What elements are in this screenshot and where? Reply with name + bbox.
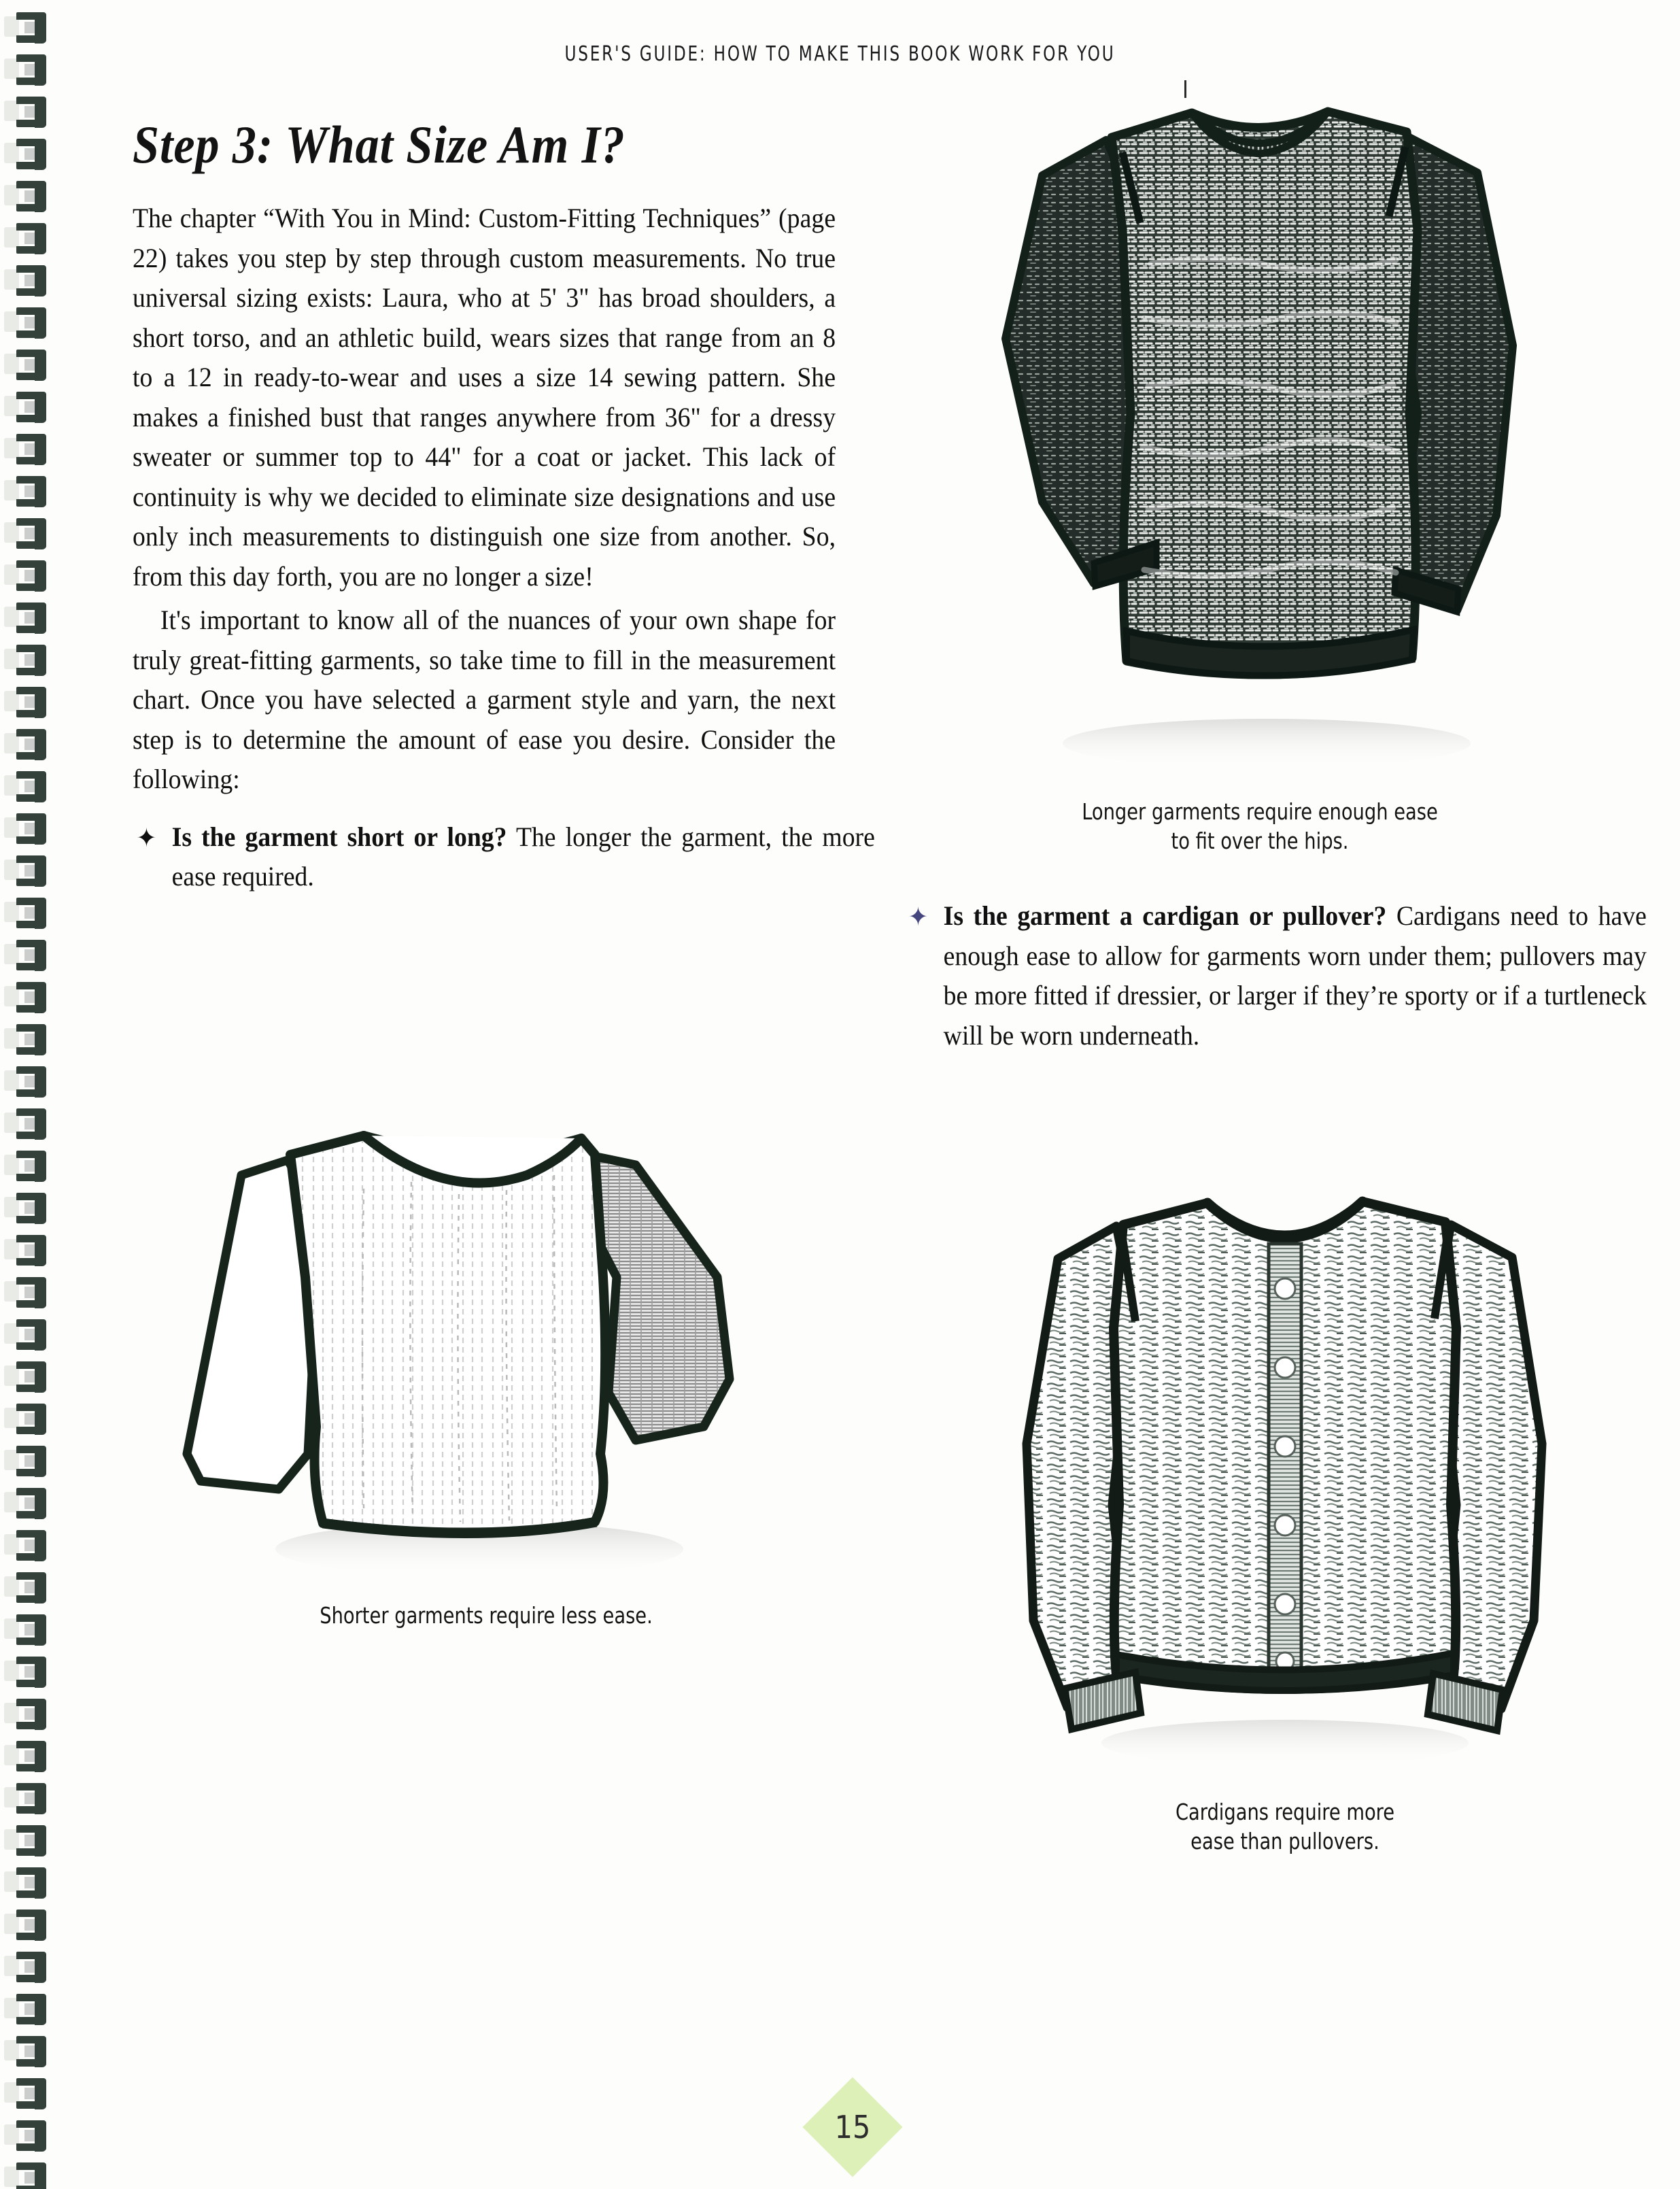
binding-coil [4, 1319, 46, 1351]
binding-coil [4, 1910, 46, 1941]
binding-coil [4, 560, 46, 592]
figure-short-sweater [126, 1073, 846, 1630]
binding-coil [4, 265, 46, 296]
binding-coil [4, 12, 46, 44]
binding-coil [4, 1699, 46, 1730]
binding-coil [4, 1066, 46, 1098]
figure-cardigan [952, 1185, 1618, 1856]
left-column [133, 114, 875, 1629]
binding-coil [4, 1446, 46, 1477]
binding-coil [4, 771, 46, 802]
binding-coil [4, 687, 46, 718]
binding-coil [4, 1572, 46, 1603]
diamond-bullet-icon-accent: ✦ [908, 903, 929, 932]
binding-coil [4, 139, 46, 170]
bullet-item-short-or-long [133, 817, 875, 897]
binding-coil [4, 1952, 46, 1983]
long-dark-pullover-photo [961, 94, 1559, 787]
figure-caption-long-pullover: Longer garments require enough ease to fit over the hips. [1082, 798, 1438, 854]
binding-coil [4, 307, 46, 339]
binding-coil [4, 1783, 46, 1814]
binding-coil [4, 1657, 46, 1688]
binding-coil [4, 940, 46, 971]
body-paragraph-2: It's important to know all of the nuances of your own shape for truly great-fitting garments, so take time to fill in the measurement chart. Once you have selected a garment style and yarn, the next step is to determine the amount of ease you desire. Consider the following: [133, 605, 836, 794]
binding-coil [4, 1151, 46, 1182]
bullet-list-right [904, 896, 1647, 1055]
right-column [904, 114, 1647, 1854]
binding-coil [4, 2078, 46, 2109]
bullet-lead-in: Is the garment a cardigan or pullover? [943, 900, 1387, 931]
spiral-binding [0, 0, 65, 2189]
bullet-body-text: Cardigans need to have enough ease to allow for garments worn under them; pullovers may be more fitted if dressier, or larger if they’re sporty or if a turtleneck will be worn underneath. [943, 900, 1647, 1051]
binding-coil [4, 1488, 46, 1519]
binding-coil [4, 97, 46, 128]
binding-coil [4, 1825, 46, 1856]
buttoned-cardigan-photo [999, 1185, 1571, 1784]
binding-coil [4, 223, 46, 254]
bullet-list-left [133, 817, 875, 897]
short-light-sweater-photo [160, 1073, 812, 1590]
binding-coil [4, 1404, 46, 1435]
binding-coil [4, 1108, 46, 1140]
binding-coil [4, 181, 46, 212]
binding-coil [4, 1867, 46, 1899]
binding-coil [4, 2162, 46, 2189]
binding-coil [4, 729, 46, 760]
binding-coil [4, 982, 46, 1013]
binding-coil [4, 518, 46, 549]
binding-coil [4, 898, 46, 929]
figure-long-pullover [916, 94, 1603, 855]
binding-coil [4, 1024, 46, 1055]
binding-coil [4, 1235, 46, 1266]
binding-coil [4, 2120, 46, 2152]
folio-number-text: 15 [834, 2109, 871, 2145]
binding-coil [4, 1277, 46, 1308]
binding-coil [4, 54, 46, 86]
binding-coil [4, 434, 46, 465]
figure-caption-cardigan: Cardigans require more ease than pullovers. [1175, 1799, 1395, 1854]
binding-coil [4, 1361, 46, 1393]
body-paragraph-1: The chapter “With You in Mind: Custom-Fitting Techniques” (page 22) takes you step by step through custom measurements. No true universal sizing exists: Laura, who at 5' 3" has broad shoulders, a short torso, and an athletic build, wears sizes that range from an 8 to a 12 in ready-to-wear and uses a size 14 sewing pattern. She makes a finished bust that ranges anywhere from 36" for a dressy sweater or summer top to 44" for a coat or jacket. This lack of continuity is why we decided to eliminate size designations and use only inch measurements to distinguish one size from another. So, from this day forth, you are no longer a size! [133, 203, 836, 592]
binding-coil [4, 1994, 46, 2025]
binding-coil [4, 855, 46, 887]
binding-coil [4, 1193, 46, 1224]
page-number [808, 2082, 897, 2172]
diamond-bullet-icon: ✦ [136, 824, 157, 853]
page-title: Step 3: What Size Am I? [133, 115, 625, 174]
binding-coil [4, 603, 46, 634]
binding-coil [4, 1530, 46, 1561]
binding-coil [4, 1614, 46, 1646]
binding-coil [4, 2036, 46, 2067]
binding-coil [4, 476, 46, 507]
bullet-body-text: The longer the garment, the more ease required. [171, 821, 875, 892]
binding-coil [4, 645, 46, 676]
binding-coil [4, 813, 46, 845]
bullet-lead-in: Is the garment short or long? [171, 821, 507, 852]
figure-caption-short-sweater: Shorter garments require less ease. [320, 1602, 653, 1629]
binding-coil [4, 1741, 46, 1772]
running-head: USER'S GUIDE: HOW TO MAKE THIS BOOK WORK FOR YOU [564, 42, 1116, 66]
binding-coil [4, 392, 46, 423]
bullet-item-cardigan-or-pullover [904, 896, 1647, 1055]
binding-coil [4, 350, 46, 381]
